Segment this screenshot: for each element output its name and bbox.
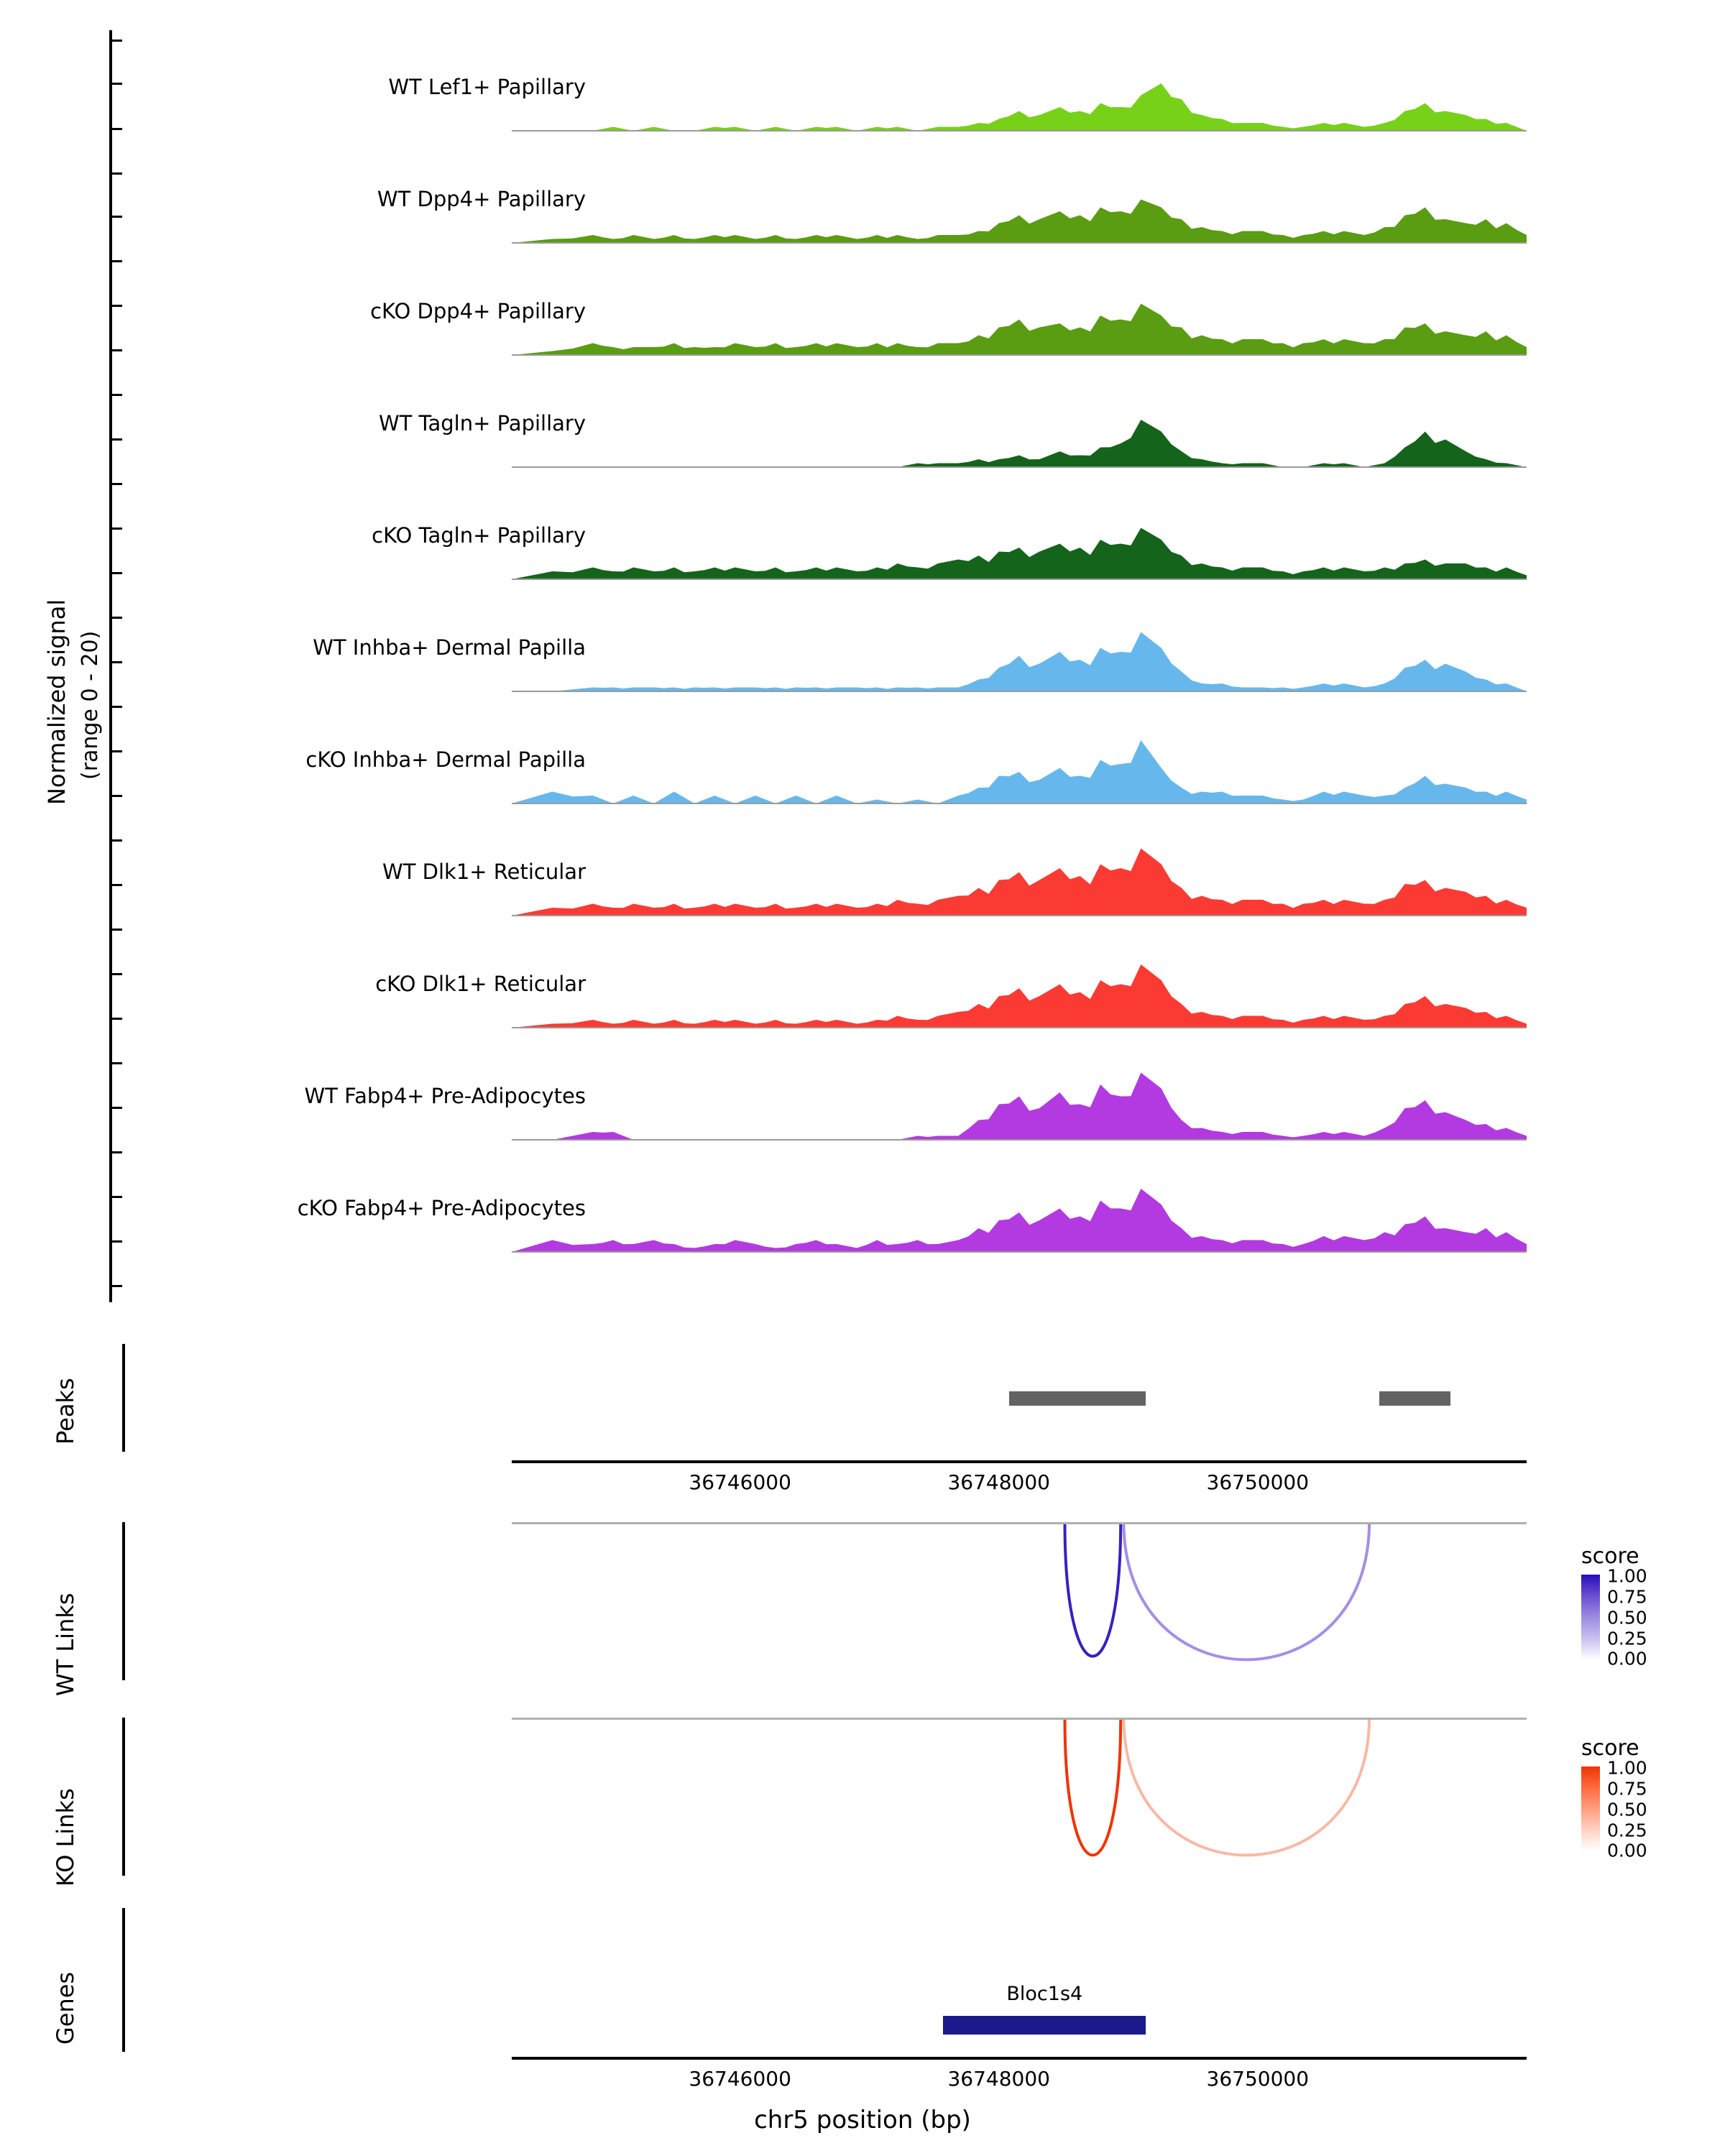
signal-track-row <box>0 724 1725 808</box>
track-label-8: cKO Dlk1+ Reticular <box>375 972 586 996</box>
axis-tick <box>112 1285 122 1287</box>
wt-legend-ticks <box>1607 1565 1693 1669</box>
ko-legend-title: score <box>1581 1736 1639 1761</box>
peaks-axis-title: Peaks <box>52 1378 79 1445</box>
peak-bar-1 <box>1379 1391 1450 1406</box>
signal-track-row <box>0 276 1725 359</box>
genes-axis-title: Genes <box>52 1971 79 2045</box>
wt-legend-tick-2: 0.50 <box>1607 1607 1647 1628</box>
x-tick-label-1: 36748000 <box>947 1470 1050 1494</box>
ko-legend-colorbar <box>1581 1766 1600 1851</box>
track-label-3: WT Tagln+ Papillary <box>378 411 586 436</box>
x-axis-line-top <box>512 1460 1527 1463</box>
gene-body-0 <box>943 2016 1146 2035</box>
ko-legend-tick-3: 0.25 <box>1607 1820 1647 1841</box>
track-label-1: WT Dpp4+ Papillary <box>377 187 586 211</box>
wt-legend-tick-3: 0.25 <box>1607 1628 1647 1649</box>
wt-links-axis-bar <box>122 1522 125 1680</box>
track-label-9: WT Fabp4+ Pre-Adipocytes <box>304 1084 586 1108</box>
track-plot-4 <box>512 500 1527 584</box>
wt-links-legend <box>1581 1544 1725 1669</box>
track-label-6: cKO Inhba+ Dermal Papilla <box>305 747 586 772</box>
wt-links-axis-title: WT Links <box>52 1593 79 1696</box>
x-axis-line-bottom <box>512 2057 1527 2060</box>
track-plot-2 <box>512 276 1527 359</box>
track-label-0: WT Lef1+ Papillary <box>388 75 586 99</box>
track-plot-10 <box>512 1173 1527 1256</box>
ko-legend-tick-2: 0.50 <box>1607 1799 1647 1820</box>
link-arc-1 <box>1123 1522 1369 1659</box>
link-arc-1 <box>1123 1718 1369 1855</box>
gene-label-0: Bloc1s4 <box>1006 1983 1083 2005</box>
signal-track-row <box>0 164 1725 247</box>
peaks-axis-bar <box>122 1344 125 1452</box>
x-axis-title-text: chr5 position (bp) <box>754 2106 971 2134</box>
track-plot-3 <box>512 388 1527 471</box>
ko-legend-ticks <box>1607 1757 1693 1861</box>
signal-axis-title: Normalized signal <box>43 599 70 805</box>
track-plot-8 <box>512 949 1527 1032</box>
wt-legend-tick-1: 0.75 <box>1607 1586 1647 1608</box>
x-tick-label-2: 36750000 <box>1206 2067 1310 2091</box>
wt-legend-colorbar <box>1581 1575 1600 1659</box>
signal-track-row <box>0 837 1725 920</box>
wt-links-panel <box>512 1522 1527 1680</box>
ko-links-panel <box>512 1718 1527 1876</box>
axis-tick <box>112 929 122 931</box>
axis-tick <box>112 1151 122 1153</box>
track-plot-6 <box>512 724 1527 808</box>
signal-track-row <box>0 1173 1725 1256</box>
ko-links-axis-title: KO Links <box>52 1788 79 1886</box>
signal-track-row <box>0 500 1725 584</box>
signal-track-row <box>0 949 1725 1032</box>
genes-axis-bar <box>122 1908 125 2052</box>
track-label-2: cKO Dpp4+ Papillary <box>370 299 586 323</box>
link-arc-0 <box>1065 1522 1121 1657</box>
peaks-panel <box>512 1344 1527 1452</box>
track-plot-7 <box>512 837 1527 920</box>
ko-links-legend <box>1581 1736 1725 1861</box>
ko-legend-tick-1: 0.75 <box>1607 1778 1647 1800</box>
signal-track-row <box>0 52 1725 135</box>
track-plot-1 <box>512 164 1527 247</box>
wt-legend-title: score <box>1581 1544 1639 1569</box>
track-plot-9 <box>512 1061 1527 1144</box>
axis-tick <box>112 706 122 708</box>
link-arc-0 <box>1065 1718 1121 1855</box>
signal-track-row <box>0 388 1725 471</box>
track-label-4: cKO Tagln+ Papillary <box>372 523 586 548</box>
signal-track-row <box>0 1061 1725 1144</box>
wt-links-baseline <box>512 1522 1527 1524</box>
ko-legend-tick-4: 0.00 <box>1607 1840 1647 1861</box>
x-tick-label-2: 36750000 <box>1206 1470 1310 1494</box>
track-plot-0 <box>512 52 1527 135</box>
x-tick-label-1: 36748000 <box>947 2067 1050 2091</box>
signal-axis-subtitle: (range 0 - 20) <box>78 630 103 780</box>
genes-panel <box>512 1908 1527 2052</box>
axis-tick <box>112 40 122 42</box>
peak-bar-0 <box>1009 1391 1146 1406</box>
ko-links-baseline <box>512 1718 1527 1720</box>
x-tick-label-0: 36746000 <box>689 2067 791 2091</box>
signal-track-row <box>0 612 1725 696</box>
x-axis-title <box>0 2106 1725 2134</box>
track-label-10: cKO Fabp4+ Pre-Adipocytes <box>297 1196 586 1220</box>
ko-legend-tick-0: 1.00 <box>1607 1757 1647 1779</box>
track-plot-5 <box>512 612 1527 696</box>
axis-tick <box>112 260 122 262</box>
axis-tick <box>112 483 122 485</box>
x-tick-label-0: 36746000 <box>689 1470 791 1494</box>
track-label-7: WT Dlk1+ Reticular <box>382 860 586 884</box>
wt-legend-tick-4: 0.00 <box>1607 1648 1647 1669</box>
track-label-5: WT Inhba+ Dermal Papilla <box>313 635 586 660</box>
wt-legend-tick-0: 1.00 <box>1607 1565 1647 1587</box>
ko-links-axis-bar <box>122 1718 125 1876</box>
